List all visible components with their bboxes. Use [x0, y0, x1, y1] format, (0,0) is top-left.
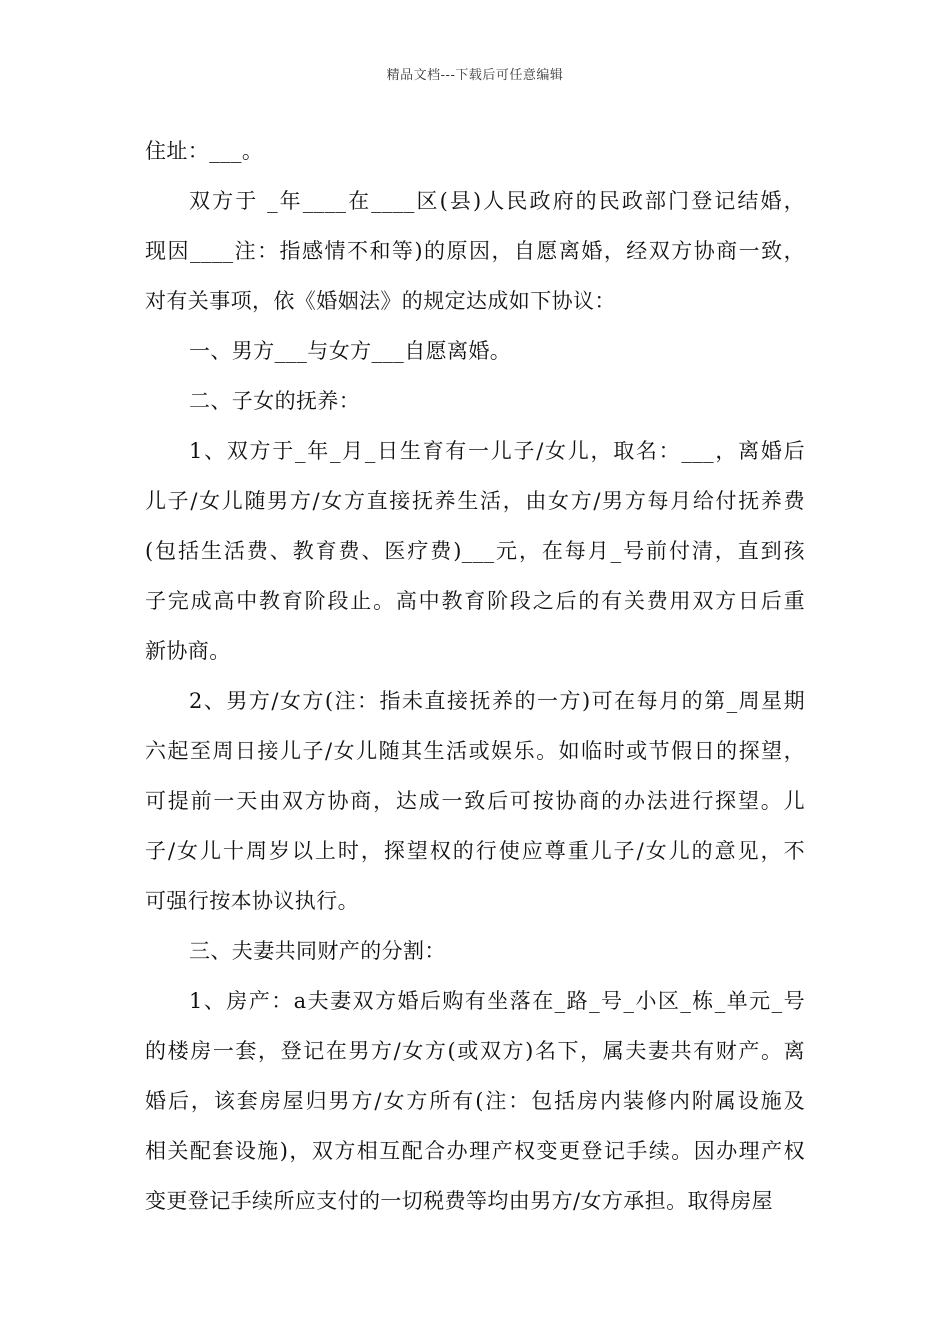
text-line: 一、男方___与女方___自愿离婚。	[189, 339, 512, 363]
text-line: 二、子女的抚养：	[189, 389, 361, 413]
text-line: (包括生活费、教育费、医疗费)___元，在每月_号前付清，直到孩	[145, 539, 805, 563]
text-line: 可强行按本协议执行。	[145, 889, 359, 913]
text-line: 婚后，该套房屋归男方/女方所有(注：包括房内装修内附属设施及	[145, 1089, 805, 1113]
paragraph	[145, 926, 805, 976]
paragraph	[145, 126, 805, 176]
text-line: 双方于 _年____在____区(县)人民政府的民政部门登记结婚，	[189, 189, 805, 213]
paragraph	[145, 176, 805, 326]
text-line: 的楼房一套，登记在男方/女方(或双方)名下，属夫妻共有财产。离	[145, 1039, 805, 1063]
text-line: 1、房产：a夫妻双方婚后购有坐落在_路_号_小区_栋_单元_号	[189, 989, 805, 1013]
text-line: 相关配套设施)，双方相互配合办理产权变更登记手续。因办理产权	[145, 1139, 805, 1163]
text-line: 可提前一天由双方协商，达成一致后可按协商的办法进行探望。儿	[145, 789, 805, 813]
paragraph	[145, 676, 805, 926]
text-line: 子/女儿十周岁以上时，探望权的行使应尊重儿子/女儿的意见，不	[145, 839, 805, 863]
text-line: 现因____注：指感情不和等)的原因，自愿离婚，经双方协商一致，	[145, 239, 805, 263]
document-body	[145, 126, 805, 1226]
paragraph	[145, 326, 805, 376]
text-line: 三、夫妻共同财产的分割：	[189, 939, 446, 963]
text-line: 儿子/女儿随男方/女方直接抚养生活，由女方/男方每月给付抚养费	[145, 489, 805, 513]
text-line: 对有关事项，依《婚姻法》的规定达成如下协议：	[145, 289, 616, 313]
paragraph	[145, 376, 805, 426]
text-line: 住址：___。	[145, 139, 264, 163]
text-line: 六起至周日接儿子/女儿随其生活或娱乐。如临时或节假日的探望，	[145, 739, 805, 763]
text-line: 2、男方/女方(注：指未直接抚养的一方)可在每月的第_周星期	[189, 689, 805, 713]
text-line: 新协商。	[145, 639, 231, 663]
text-line: 子完成高中教育阶段止。高中教育阶段之后的有关费用双方日后重	[145, 589, 805, 613]
paragraph	[145, 976, 805, 1226]
page-header: 精品文档---下载后可任意编辑	[386, 68, 564, 83]
text-line: 1、双方于_年_月_日生育有一儿子/女儿，取名：___，离婚后	[189, 439, 805, 463]
text-line: 变更登记手续所应支付的一切税费等均由男方/女方承担。取得房屋	[145, 1189, 774, 1213]
paragraph	[145, 426, 805, 676]
